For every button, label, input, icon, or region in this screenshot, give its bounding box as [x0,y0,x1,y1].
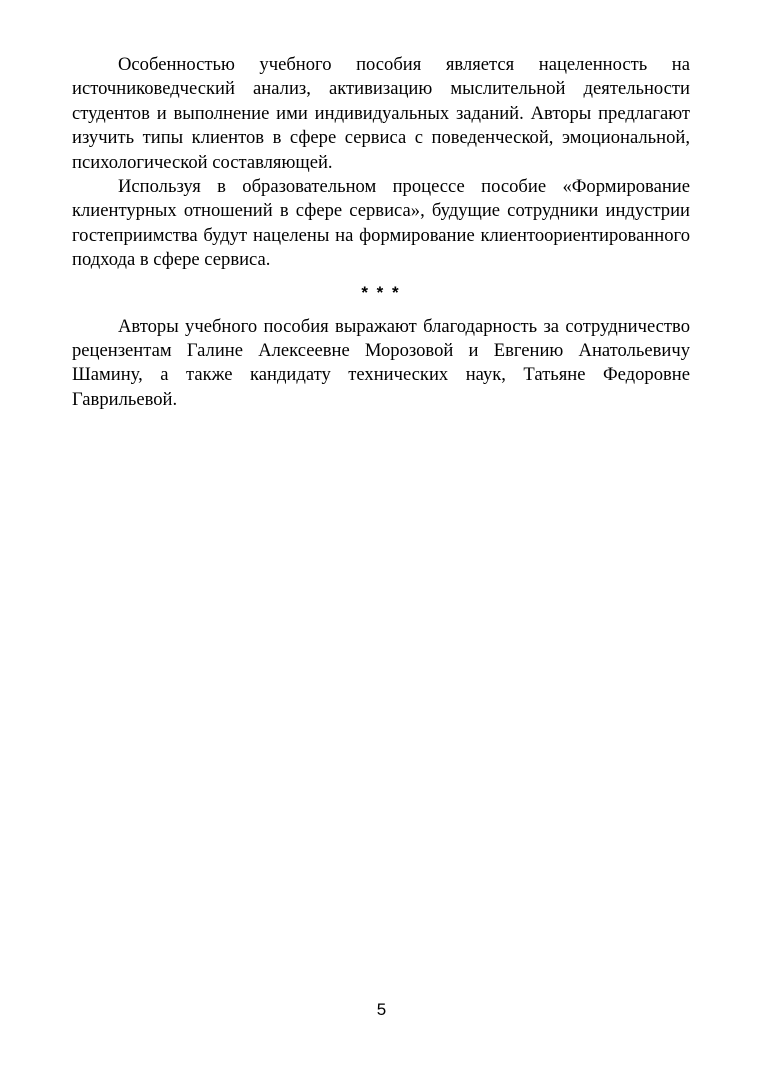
page-number: 5 [376,1000,387,1019]
paragraph-acknowledgements: Авторы учебного пособия выражают благодарность за сотрудничество рецензентам Галине Алексеевне Морозовой и Евгению Анатольевичу Шамину, а также кандидату технических наук, Татьяне Федоровне Гаврильевой. [72,315,690,410]
paragraph-features: Особенностью учебного пособия является нацеленность на источниковедческий анализ, активизацию мыслительной деятельности студентов и выполнение ими индивидуальных заданий. Авторы предлагают изучить типы клиентов в сфере сервиса с поведенческой, эмоциональной, психологической составляющей. [72,54,690,173]
page-body [72,53,690,412]
paragraph-usage: Используя в образовательном процессе пособие «Формирование клиентурных отношений в сфере сервиса», будущие сотрудники индустрии гостеприимства будут нацелены на формирование клиентоориентированного подхода в сфере сервиса. [72,176,690,271]
section-separator: * * * [361,282,401,302]
